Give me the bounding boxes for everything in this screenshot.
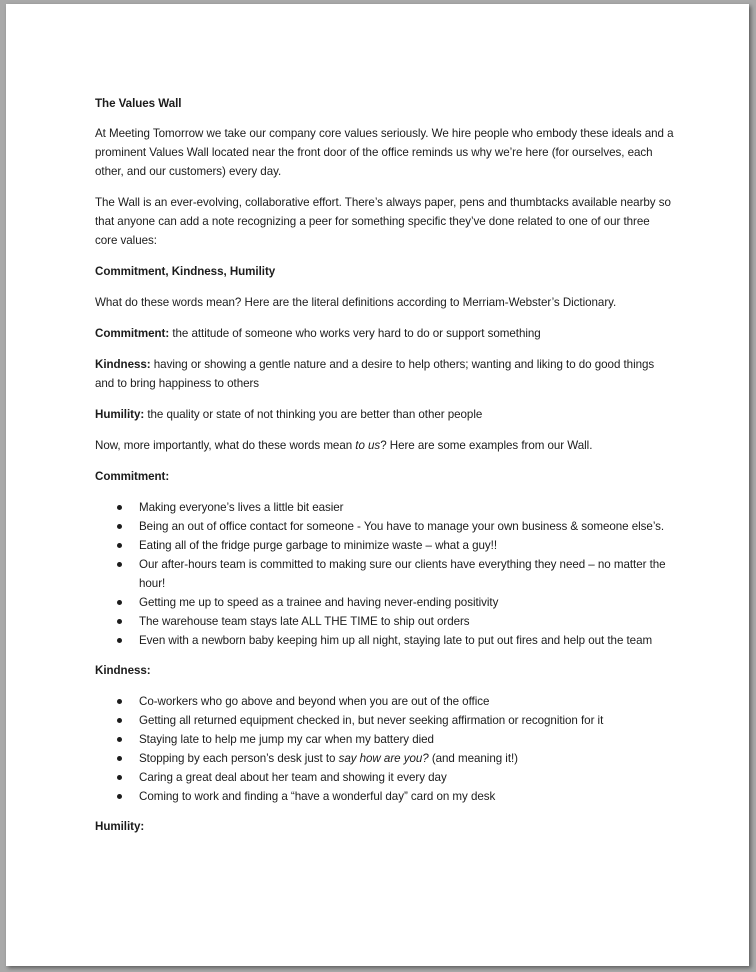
list-item-emphasis: say how are you?: [338, 752, 429, 765]
commitment-list: [95, 498, 675, 650]
question-paragraph: What do these words mean? Here are the literal definitions according to Merriam-Webster’s Dictionary.: [95, 296, 617, 309]
bullet-icon: [117, 737, 122, 742]
list-item-text: (and meaning it!): [428, 752, 518, 765]
examples-intro-text: Now, more importantly, what do these words mean: [95, 439, 356, 452]
bullet-icon: [117, 718, 122, 723]
kindness-list: [95, 692, 675, 806]
wall-paragraph: The Wall is an ever-evolving, collaborative effort. There’s always paper, pens and thumbtacks available nearby so that anyone can add a note recognizing a peer for something specific they’ve done related to one of our three core values:: [95, 196, 671, 247]
page-title: The Values Wall: [95, 97, 182, 110]
bullet-icon: [117, 756, 122, 761]
definition-humility: [95, 405, 675, 424]
list-item: [95, 593, 675, 612]
bullet-icon: [117, 699, 122, 704]
list-item-text: Co-workers who go above and beyond when you are out of the office: [139, 695, 490, 708]
kindness-heading: Kindness:: [95, 664, 151, 677]
list-item: [95, 749, 675, 768]
bullet-icon: [117, 600, 122, 605]
bullet-icon: [117, 775, 122, 780]
list-item-text: Coming to work and finding a “have a wonderful day” card on my desk: [139, 790, 496, 803]
bullet-icon: [117, 638, 122, 643]
list-item: [95, 555, 675, 593]
list-item-text: Getting all returned equipment checked in, but never seeking affirmation or recognition for it: [139, 714, 604, 727]
examples-intro: [95, 436, 675, 455]
list-item-text: Eating all of the fridge purge garbage to minimize waste – what a guy!!: [139, 539, 497, 552]
bullet-icon: [117, 543, 122, 548]
document-page: [6, 4, 749, 966]
list-item: [95, 536, 675, 555]
list-item: [95, 517, 675, 536]
definition-term: Commitment:: [95, 327, 170, 340]
list-item-text: Being an out of office contact for someone - You have to manage your own business & someone else’s.: [139, 520, 665, 533]
list-item-text: Making everyone’s lives a little bit easier: [139, 501, 344, 514]
definition-text: the quality or state of not thinking you are better than other people: [144, 408, 483, 421]
list-item: [95, 692, 675, 711]
bullet-icon: [117, 505, 122, 510]
list-item-text: Even with a newborn baby keeping him up all night, staying late to put out fires and help out the team: [139, 634, 653, 647]
list-item-text: Getting me up to speed as a trainee and having never-ending positivity: [139, 596, 499, 609]
list-item-text: The warehouse team stays late ALL THE TIME to ship out orders: [139, 615, 470, 628]
commitment-heading: Commitment:: [95, 470, 170, 483]
definition-text: the attitude of someone who works very hard to do or support something: [169, 327, 541, 340]
bullet-icon: [117, 794, 122, 799]
list-item: [95, 631, 675, 650]
bullet-icon: [117, 524, 122, 529]
examples-intro-text: ? Here are some examples from our Wall.: [380, 439, 593, 452]
list-item: [95, 768, 675, 787]
definition-term: Kindness:: [95, 358, 151, 371]
humility-heading: Humility:: [95, 820, 145, 833]
bullet-icon: [117, 619, 122, 624]
intro-paragraph: At Meeting Tomorrow we take our company core values seriously. We hire people who embody these ideals and a prominent Values Wall located near the front door of the office reminds us why we’re here (for ourselves, each other, and our customers) every day.: [95, 127, 674, 178]
definition-kindness: [95, 355, 675, 393]
values-heading: Commitment, Kindness, Humility: [95, 265, 276, 278]
document-content: [95, 94, 675, 848]
list-item-text: Our after-hours team is committed to making sure our clients have everything they need – no matter the hour!: [139, 558, 666, 590]
list-item: [95, 730, 675, 749]
list-item-text: Caring a great deal about her team and showing it every day: [139, 771, 447, 784]
list-item: [95, 787, 675, 806]
bullet-icon: [117, 562, 122, 567]
list-item-text: Stopping by each person’s desk just to: [139, 752, 339, 765]
list-item: [95, 612, 675, 631]
list-item-text: Staying late to help me jump my car when my battery died: [139, 733, 434, 746]
list-item: [95, 498, 675, 517]
definition-term: Humility:: [95, 408, 145, 421]
definition-commitment: [95, 324, 675, 343]
examples-intro-emphasis: to us: [355, 439, 381, 452]
definition-text: having or showing a gentle nature and a desire to help others; wanting and liking to do good things and to bring happiness to others: [95, 358, 655, 390]
list-item: [95, 711, 675, 730]
